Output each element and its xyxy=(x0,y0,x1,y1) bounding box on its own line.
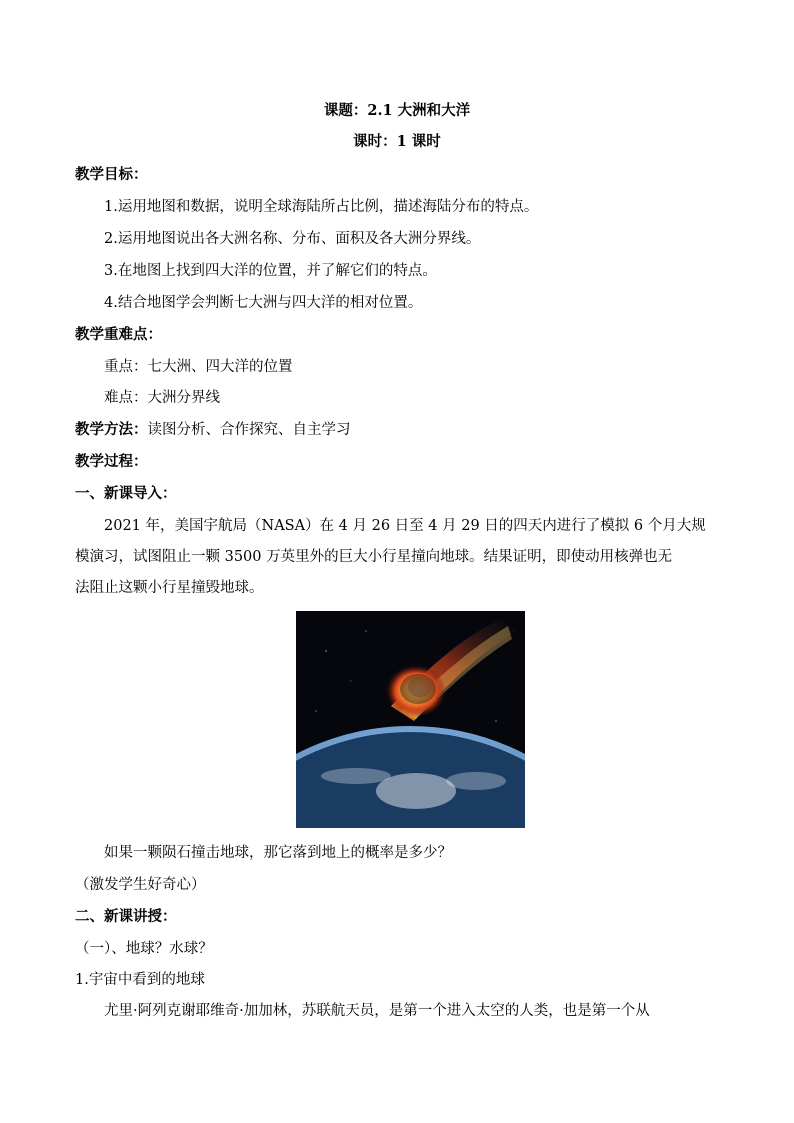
intro-line: 模演习，试图阻止一颗 3500 万英里外的巨大小行星撞向地球。结果证明，即使动用核弹也无 xyxy=(75,549,673,565)
meteor-earth-illustration xyxy=(296,611,525,828)
methods-label: 教学方法： xyxy=(75,421,148,438)
methods-text xyxy=(75,422,351,438)
teaching-methods xyxy=(75,420,725,440)
meteor-earth-image xyxy=(296,611,525,828)
section2-heading: 二、新课讲授： xyxy=(75,908,177,925)
goal-item: 3.在地图上找到四大洋的位置，并了解它们的特点。 xyxy=(104,263,437,279)
key-point: 重点：七大洲、四大洋的位置 xyxy=(104,359,293,375)
sub1-item: 1.宇宙中看到的地球 xyxy=(75,972,205,988)
question-text: 如果一颗陨石撞击地球，那它落到地上的概率是多少？ xyxy=(104,845,452,861)
key-heading: 教学重难点： xyxy=(75,326,162,343)
goal-item: 2.运用地图说出各大洲名称、分布、面积及各大洲分界线。 xyxy=(104,231,481,247)
lesson-title: 课题：2.1 大洲和大洋 xyxy=(323,102,471,119)
goal-item: 1.运用地图和数据，说明全球海陆所占比例，描述海陆分布的特点。 xyxy=(104,199,539,215)
section1-heading: 一、新课导入： xyxy=(75,485,177,502)
lesson-period: 课时：1 课时 xyxy=(353,133,441,150)
intro-line: 2021 年，美国宇航局（NASA）在 4 月 26 日至 4 月 29 日的四天内进行了模拟 6 个月大规 xyxy=(104,518,706,534)
goals-heading: 教学目标： xyxy=(75,166,148,183)
question-note: （激发学生好奇心） xyxy=(75,877,206,893)
sub1-heading: （一）、地球？水球？ xyxy=(75,941,213,957)
goal-item: 4.结合地图学会判断七大洲与四大洋的相对位置。 xyxy=(104,295,423,311)
intro-line: 法阻止这颗小行星撞毁地球。 xyxy=(75,580,264,596)
methods-value: 读图分析、合作探究、自主学习 xyxy=(147,422,351,438)
process-heading: 教学过程： xyxy=(75,453,148,470)
body-paragraph-line: 尤里·阿列克谢耶维奇·加加林，苏联航天员，是第一个进入太空的人类，也是第一个从 xyxy=(104,1003,650,1019)
difficult-point: 难点：大洲分界线 xyxy=(104,390,220,406)
